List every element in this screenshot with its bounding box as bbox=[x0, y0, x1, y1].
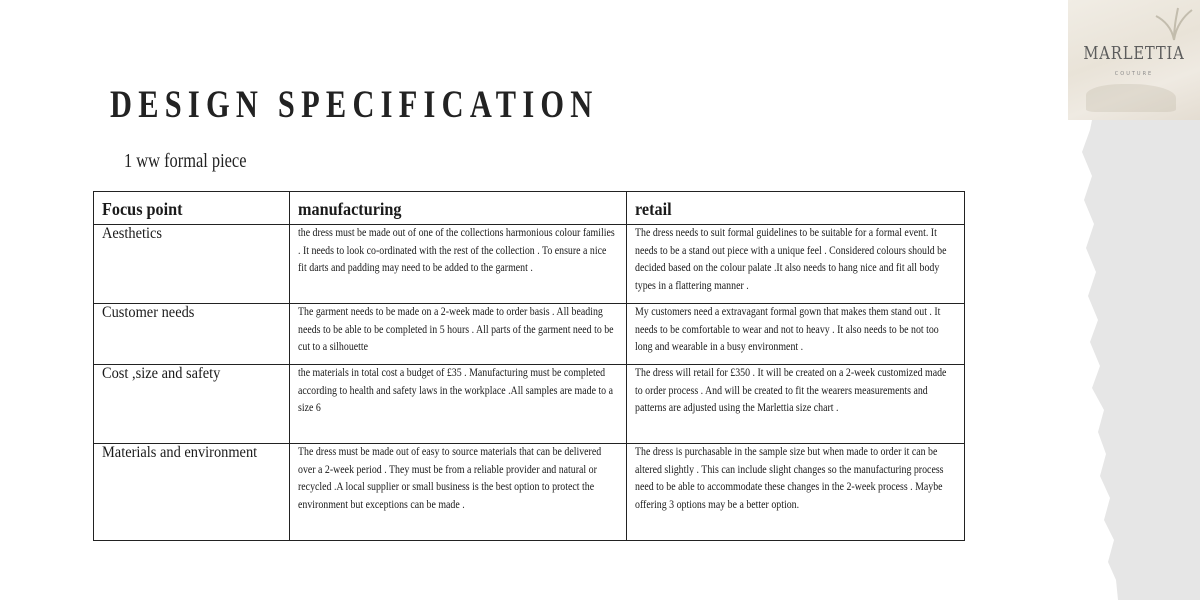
column-header-focus-point: Focus point bbox=[94, 192, 290, 225]
table-row bbox=[94, 304, 965, 365]
table-header-row bbox=[94, 192, 965, 225]
table-row bbox=[94, 444, 965, 541]
column-header-retail: retail bbox=[627, 192, 965, 225]
focus-cell: Customer needs bbox=[94, 304, 290, 365]
retail-cell: The dress is purchasable in the sample size but when made to order it can be altered slightly . This can include slight changes so the manufacturing process need to be able to accommodate these changes in the 2-week process . Maybe offering 3 options may be a better option. bbox=[627, 444, 965, 541]
retail-cell: My customers need a extravagant formal gown that makes them stand out . It needs to be comfortable to wear and not to heavy . It also needs to be not too long and wearable in a busy environment . bbox=[627, 304, 965, 365]
focus-cell: Aesthetics bbox=[94, 225, 290, 304]
column-header-manufacturing: manufacturing bbox=[290, 192, 627, 225]
focus-cell: Materials and environment bbox=[94, 444, 290, 541]
table-row bbox=[94, 365, 965, 444]
manufacturing-cell: The dress must be made out of easy to source materials that can be delivered over a 2-week period . They must be from a reliable provider and natural or recycled .A local supplier or small business is the best option to protect the environment but exceptions can be made . bbox=[290, 444, 627, 541]
brand-tagline: COUTURE bbox=[1114, 71, 1154, 77]
torn-paper-decoration bbox=[1078, 110, 1200, 600]
retail-cell: The dress needs to suit formal guidelines to be suitable for a formal event. It needs to be a stand out piece with a unique feel . Considered colours should be decided based on the colour palate .It also needs to hang nice and fit all body types in a flattering manner . bbox=[627, 225, 965, 304]
page-subtitle: 1 ww formal piece bbox=[124, 150, 247, 172]
manufacturing-cell: the dress must be made out of one of the collections harmonious colour families . It needs to look co-ordinated with the rest of the collection . To ensure a nice fit darts and padding may need to be added to the garment . bbox=[290, 225, 627, 304]
palm-leaf-icon bbox=[1154, 6, 1194, 42]
brand-name: MARLETTIA bbox=[1083, 43, 1185, 64]
table-row bbox=[94, 225, 965, 304]
manufacturing-cell: The garment needs to be made on a 2-week made to order basis . All beading needs to be able to be completed in 5 hours . All parts of the garment need to be cut to a silhouette bbox=[290, 304, 627, 365]
design-specification-table bbox=[93, 191, 965, 541]
retail-cell: The dress will retail for £350 . It will be created on a 2-week customized made to order process . And will be created to fit the wearers measurements and patterns are adjusted using the Marlettia size chart . bbox=[627, 365, 965, 444]
brand-logo-panel bbox=[1068, 0, 1200, 120]
background-shape bbox=[1086, 84, 1176, 112]
focus-cell: Cost ,size and safety bbox=[94, 365, 290, 444]
manufacturing-cell: the materials in total cost a budget of £35 . Manufacturing must be completed according to health and safety laws in the workplace .All samples are made to a size 6 bbox=[290, 365, 627, 444]
page-title: DESIGN SPECIFICATION bbox=[110, 83, 599, 126]
